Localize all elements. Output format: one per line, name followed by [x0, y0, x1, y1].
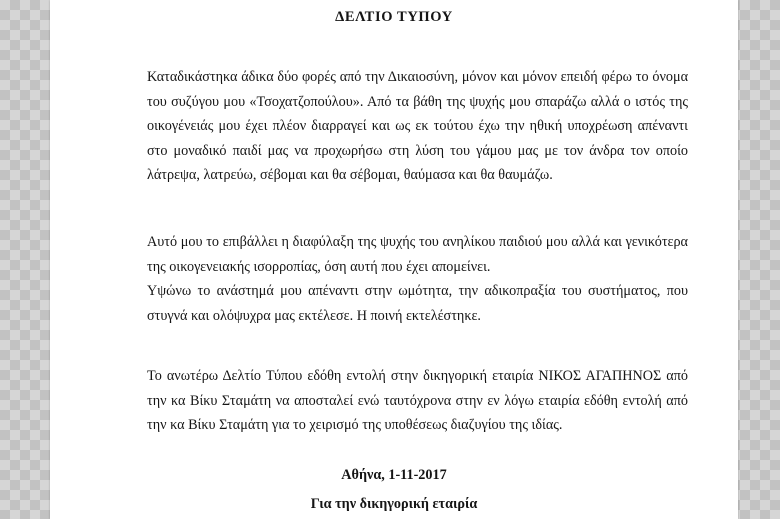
date-line: Αθήνα, 1-11-2017 [341, 467, 447, 483]
signature-line: Για την δικηγορική εταιρία [310, 496, 478, 512]
paragraph-conviction: Καταδικάστηκα άδικα δύο φορές από την Δικαιοσύνη, μόνον και μόνον επειδή φέρω το όνομα του συζύγου μου «Τσοχατζοπούλου». Από τα βάθη της ψυχής μου σπαράζω αλλά ο ιστός της οικογένειάς μου έχει πλέον διαρραγεί και ως εκ τούτου έχω την ηθική υποχρέωση απέναντι στο μοναδικό παιδί μας να προχωρήσω στη λύση του γάμου μας με τον άνδρα τον οποίο λάτρεψα, λατρεύω, σέβομαι και θα σέβομαι, θαύμασα και θα θαυμάζω. [147, 69, 688, 183]
document-title: ΔΕΛΤΙΟ ΤΥΠΟΥ [335, 9, 453, 25]
press-release-page [50, 0, 738, 519]
paragraph-law-firm-mandate: Το ανωτέρω Δελτίο Τύπου εδόθη εντολή στην δικηγορική εταιρία ΝΙΚΟΣ ΑΓΑΠΗΝΟΣ από την κα Βίκυ Σταμάτη να αποσταλεί ενώ ταυτόχρονα στην εν λόγω εταιρία εδόθη εντολή από την κα Βίκυ Σταμάτη για το χειρισμό της υποθέσεως διαζυγίου της ιδίας. [147, 368, 688, 433]
paragraph-child-protection: Αυτό μου το επιβάλλει η διαφύλαξη της ψυχής του ανηλίκου παιδιού μου αλλά και γενικότερα της οικογενειακής ισορροπίας, όση αυτή που έχει απομείνει. [147, 234, 688, 275]
paragraph-stand-against-system: Υψώνω το ανάστημά μου απέναντι στην ωμότητα, την αδικοπραξία του συστήματος, που στυγνά και ολόψυχρα μας εκτέλεσε. Η ποινή εκτελέστηκε. [147, 283, 688, 324]
